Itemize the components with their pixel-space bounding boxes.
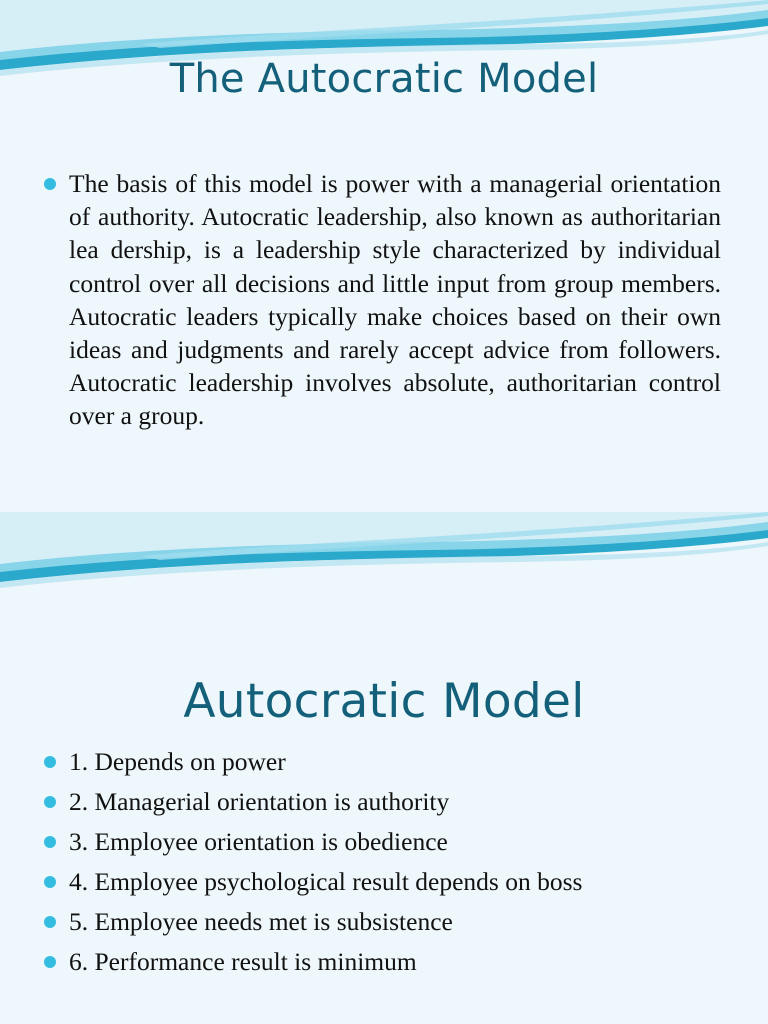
bullet-icon [44, 756, 56, 768]
bullet-list [44, 742, 582, 982]
list-item [44, 742, 582, 782]
list-item [44, 902, 582, 942]
bullet-icon [44, 956, 56, 968]
list-item [44, 942, 582, 982]
body-paragraph: The basis of this model is power with a managerial orientation of authority. Autocratic leadership, also known as authoritarian lea dership, is a leadership style characterized by individual control over all decisions and little input from group members. Autocratic leaders typically make choices based on their own ideas and judgments and rarely accept advice from followers. Autocratic leadership involves absolute, authoritarian control over a group. [69, 169, 721, 431]
list-item [44, 822, 582, 862]
slide-2 [0, 512, 768, 1024]
list-item-text: 2. Managerial orientation is authority [69, 787, 450, 816]
list-item-text: 6. Performance result is minimum [69, 947, 417, 976]
list-item-text: 3. Employee orientation is obedience [69, 827, 448, 856]
list-item [44, 782, 582, 822]
list-item-text: 5. Employee needs met is subsistence [69, 907, 453, 936]
bullet-icon [44, 836, 56, 848]
wave-header-decoration [0, 512, 768, 602]
list-item [44, 862, 582, 902]
list-item-text: 4. Employee psychological result depends on boss [69, 867, 583, 896]
bullet-icon [44, 796, 56, 808]
slide-title: Autocratic Model [183, 674, 585, 729]
bullet-icon [44, 916, 56, 928]
slide-title: The Autocratic Model [169, 56, 599, 102]
bullet-icon [44, 178, 56, 190]
bullet-icon [44, 876, 56, 888]
list-item-text: 1. Depends on power [69, 747, 286, 776]
